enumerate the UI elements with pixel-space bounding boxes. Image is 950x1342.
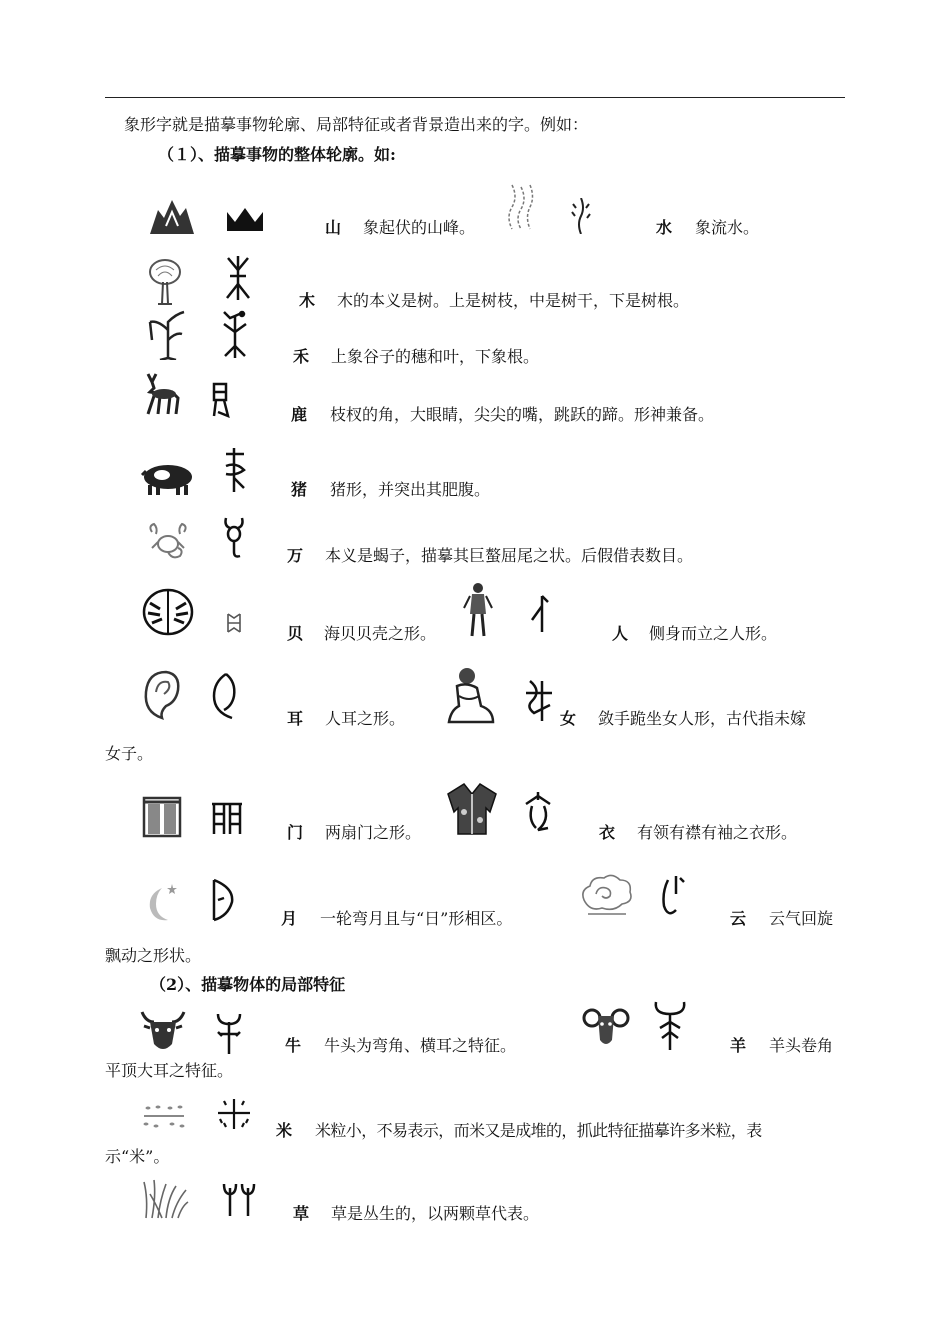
char-zhu: 猪: [291, 480, 308, 499]
nv-ancient-glyph: [524, 677, 554, 723]
tree-picture: [148, 258, 182, 306]
section-1-heading: （１）、描摹事物的整体轮廓。如:: [158, 145, 396, 164]
desc-yang: 羊头卷角: [769, 1036, 834, 1055]
header-rule: [105, 97, 845, 98]
mi-ancient-glyph: [216, 1097, 252, 1131]
char-ren: 人: [612, 624, 629, 643]
desc-yun: 云气回旋: [769, 909, 834, 928]
desc-er: 人耳之形。: [325, 709, 406, 728]
person-picture: [462, 582, 494, 640]
char-nv: 女: [560, 709, 577, 728]
ear-picture: [140, 668, 184, 722]
desc-nv-continued: 女子。: [105, 744, 154, 763]
mountain-picture: [148, 196, 196, 236]
gate-picture: [142, 796, 182, 838]
cloud-picture: [578, 872, 634, 918]
yue-ancient-glyph: [208, 876, 236, 924]
char-mi: 米: [276, 1121, 293, 1140]
char-shui: 水: [656, 218, 673, 237]
yi-ancient-glyph: [524, 790, 552, 832]
desc-men: 两扇门之形。: [325, 823, 422, 842]
char-lu: 鹿: [291, 405, 308, 424]
char-wan: 万: [287, 546, 304, 565]
desc-mu: 木的本义是树。上是树枝，中是树干，下是树根。: [337, 291, 690, 310]
grain-picture: [146, 310, 186, 360]
zhu-ancient-glyph: [222, 446, 248, 494]
char-shan: 山: [325, 218, 342, 237]
desc-bei: 海贝贝壳之形。: [324, 624, 437, 643]
desc-yun-continued: 飘动之形状。: [105, 946, 202, 965]
pig-picture: [140, 461, 196, 497]
shan-ancient-glyph: [226, 208, 264, 232]
desc-shan: 象起伏的山峰。: [363, 218, 476, 237]
desc-yue: 一轮弯月且与“日”形相区。: [320, 909, 513, 928]
desc-mi: 米粒小，不易表示，而米又是成堆的，抓此特征描摹许多米粒，表: [315, 1121, 762, 1140]
cao-ancient-glyph: [222, 1182, 256, 1218]
yun-ancient-glyph: [660, 874, 686, 922]
scorpion-picture: [146, 522, 190, 562]
er-ancient-glyph: [212, 672, 238, 720]
desc-cao: 草是丛生的，以两颗草代表。: [331, 1204, 540, 1223]
rice-grains-picture: [142, 1104, 186, 1130]
he-ancient-glyph: [220, 310, 250, 360]
char-niu: 牛: [285, 1036, 302, 1055]
wan-ancient-glyph: [222, 516, 246, 560]
lu-ancient-glyph: [210, 382, 232, 418]
char-yi: 衣: [599, 823, 616, 842]
desc-ren: 侧身而立之人形。: [649, 624, 778, 643]
char-cao: 草: [293, 1204, 310, 1223]
mu-ancient-glyph: [224, 254, 252, 302]
desc-mi-continued: 示“米”。: [105, 1147, 170, 1166]
char-yun: 云: [730, 909, 747, 928]
desc-wan: 本义是蝎子，描摹其巨螯屈尾之状。后假借表数目。: [325, 546, 694, 565]
desc-shui: 象流水。: [695, 218, 760, 237]
men-ancient-glyph: [210, 800, 244, 836]
desc-lu: 枝杈的角，大眼睛，尖尖的嘴，跳跃的蹄。形神兼备。: [330, 405, 715, 424]
desc-he: 上象谷子的穗和叶，下象根。: [331, 347, 540, 366]
desc-nv: 敛手跪坐女人形，古代指未嫁: [598, 709, 807, 728]
desc-yi: 有领有襟有袖之衣形。: [637, 823, 798, 842]
moon-picture: [142, 880, 184, 926]
ren-ancient-glyph: [530, 594, 552, 634]
char-er: 耳: [287, 709, 304, 728]
char-mu: 木: [299, 291, 316, 310]
char-men: 门: [287, 823, 304, 842]
grass-picture: [142, 1178, 190, 1220]
char-bei: 贝: [287, 624, 304, 643]
yang-ancient-glyph: [652, 1000, 688, 1052]
deer-picture: [140, 372, 184, 416]
desc-zhu: 猪形，并突出其肥腹。: [330, 480, 491, 499]
desc-niu: 牛头为弯角、横耳之特征。: [324, 1036, 517, 1055]
shui-ancient-glyph: [570, 198, 592, 234]
niu-ancient-glyph: [214, 1012, 244, 1056]
intro-text: 象形字就是描摹事物轮廓、局部特征或者背景造出来的字。例如：: [124, 115, 589, 134]
kneeling-woman-picture: [445, 666, 495, 724]
bei-ancient-glyph: [225, 612, 243, 634]
char-yue: 月: [281, 909, 298, 928]
desc-yang-continued: 平顶大耳之特征。: [105, 1061, 234, 1080]
water-picture: [506, 183, 536, 231]
char-yang: 羊: [730, 1036, 747, 1055]
ram-head-picture: [582, 1006, 630, 1050]
robe-picture: [446, 782, 498, 836]
char-he: 禾: [293, 347, 310, 366]
section-2-heading: （2）、描摹物体的局部特征: [150, 975, 346, 994]
shell-picture: [142, 587, 194, 637]
ox-head-picture: [140, 1008, 186, 1056]
